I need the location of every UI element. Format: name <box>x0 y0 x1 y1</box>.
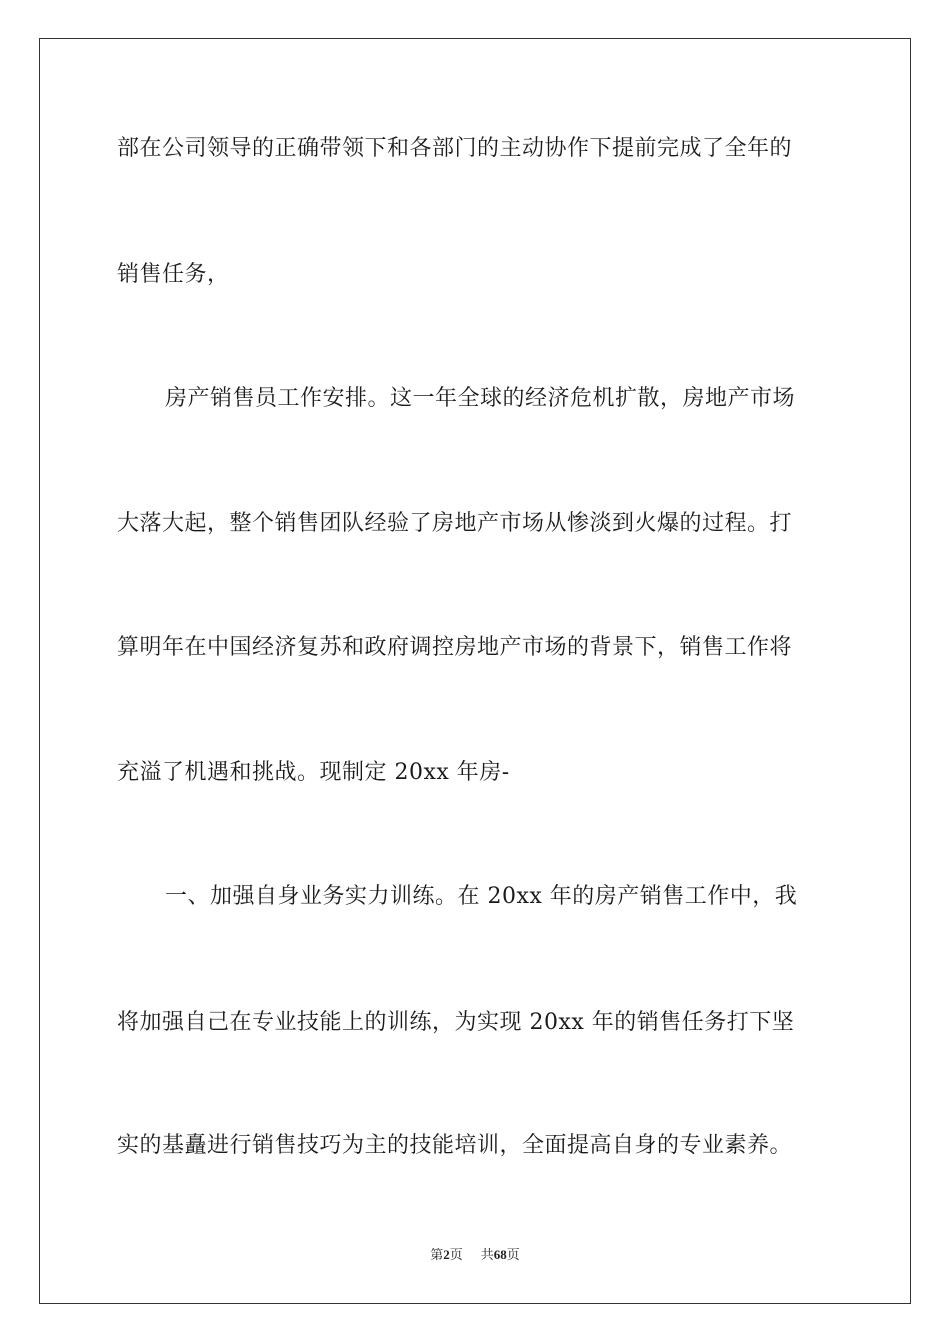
body-line-5: 算明年在中国经济复苏和政府调控房地产市场的背景下，销售工作将 <box>117 635 793 660</box>
page-suffix: 页 <box>449 1248 463 1263</box>
body-line-8: 将加强自己在专业技能上的训练，为实现 20xx 年的销售任务打下坚 <box>117 1010 795 1035</box>
page-prefix: 第 <box>430 1248 444 1263</box>
body-line-6: 充溢了机遇和挑战。现制定 20xx 年房- <box>117 760 510 785</box>
body-line-7: 一、加强自身业务实力训练。在 20xx 年的房产销售工作中，我 <box>165 884 798 909</box>
total-prefix: 共 <box>480 1248 494 1263</box>
page-border <box>39 38 911 1304</box>
body-line-1: 部在公司领导的正确带领下和各部门的主动协作下提前完成了全年的 <box>117 136 793 161</box>
body-line-9: 实的基矗进行销售技巧为主的技能培训，全面提高自身的专业素养。 <box>117 1133 793 1158</box>
body-line-4: 大落大起，整个销售团队经验了房地产市场从惨淡到火爆的过程。打 <box>117 511 793 536</box>
current-page-number: 2 <box>443 1247 450 1262</box>
page-footer <box>0 1247 950 1264</box>
body-line-2: 销售任务， <box>117 262 230 287</box>
total-suffix: 页 <box>506 1248 520 1263</box>
body-line-3: 房产销售员工作安排。这一年全球的经济危机扩散，房地产市场 <box>165 386 796 411</box>
total-page-count: 68 <box>493 1247 507 1262</box>
